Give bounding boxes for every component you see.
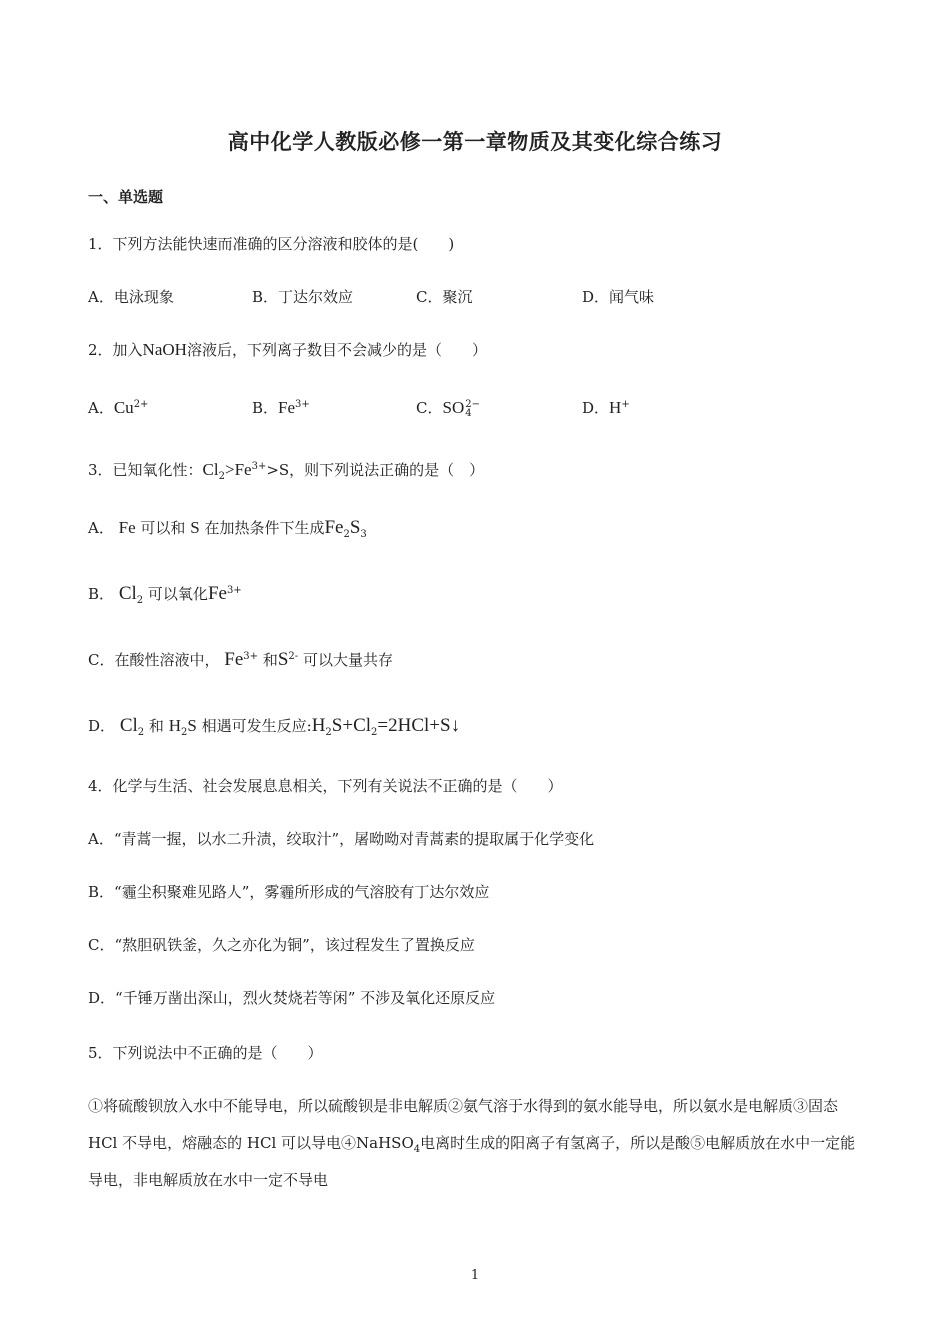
q3-d-eq-h-sub: 2: [325, 727, 332, 738]
question-5-statements: [88, 1088, 868, 1199]
q2-c-label: C．: [416, 399, 443, 417]
q3-d-and: 和: [148, 717, 164, 735]
question-1-stem: 1．下列方法能快速而准确的区分溶液和胶体的是( ): [88, 235, 455, 253]
q3-a-prod-s: S: [349, 517, 361, 538]
q3-d-s: S: [187, 716, 197, 735]
question-4-option-c[interactable]: C．“熬胆矾铁釜，久之亦化为铜”，该过程发生了置换反应: [88, 936, 475, 954]
q3-stem-cl-sub: 2: [218, 471, 225, 482]
q3-d-eq-s: S+Cl: [331, 715, 372, 736]
q2-stem-post: 溶液后，下列离子数目不会减少的是（ ）: [186, 341, 487, 359]
q3-stem-pre: 3．已知氧化性：: [88, 461, 203, 479]
q2-a-label: A．: [88, 399, 114, 417]
q2-stem-chem: NaOH: [142, 340, 187, 359]
question-4-option-d[interactable]: D．“千锤万凿出深山，烈火焚烧若等闲” 不涉及氧化还原反应: [88, 989, 496, 1007]
page-number: 1: [470, 1268, 480, 1283]
question-3-option-d[interactable]: [88, 716, 460, 736]
q3-d-label: D．: [88, 717, 116, 735]
question-3-stem: [88, 460, 484, 480]
q3-a-label: A．: [88, 519, 114, 537]
question-2-option-a[interactable]: [88, 398, 148, 418]
q3-a-prod-fe-sub: 2: [343, 529, 350, 540]
q3-c-label: C．: [88, 651, 115, 669]
question-2-option-d[interactable]: [582, 398, 630, 418]
q3-a-prod-fe: Fe: [324, 517, 344, 538]
question-3-option-c[interactable]: [88, 650, 393, 670]
question-1-option-b[interactable]: B．丁达尔效应: [252, 288, 354, 306]
q5-part1: ①将硫酸钡放入水中不能导电，所以硫酸钡是非电解质②氨气溶于水得到的氨水能导电，所以氨水是电解质③固态 HCl 不导电，熔融态的 HCl 可以导电④NaHSO: [88, 1097, 839, 1152]
q2-c-stack: [465, 400, 480, 418]
question-2-option-b[interactable]: [252, 398, 310, 418]
q2-c-sup: 2−: [465, 399, 480, 410]
question-3-option-a[interactable]: [88, 518, 367, 538]
document-title: 高中化学人教版必修一第一章物质及其变化综合练习: [227, 129, 723, 154]
q3-d-cl: Cl: [119, 715, 138, 736]
q2-a-sup: 2+: [133, 399, 149, 410]
q2-c-sub: 4: [465, 408, 472, 419]
q2-d-label: D．: [582, 399, 610, 417]
q3-a-s: S: [190, 518, 200, 537]
q3-stem-end: >S，则下列说法正确的是（ ）: [266, 461, 485, 479]
section-heading: 一、单选题: [88, 188, 164, 206]
question-2-option-c[interactable]: [416, 398, 480, 418]
q3-b-fe: Fe: [207, 583, 227, 604]
question-4-option-a[interactable]: A．“青蒿一握，以水二升渍，绞取汁”，屠呦呦对青蒿素的提取属于化学变化: [88, 830, 595, 848]
q2-c-base: SO: [442, 398, 465, 417]
q2-b-sup: 3+: [295, 399, 310, 410]
question-4-option-b[interactable]: B．“霾尘积聚难见路人”，雾霾所形成的气溶胶有丁达尔效应: [88, 883, 490, 901]
q3-a-text: 可以和: [140, 519, 186, 537]
q3-d-eq-h: H: [311, 715, 326, 736]
question-1-option-c[interactable]: C．聚沉: [416, 288, 473, 306]
q3-stem-fe-sup: 3+: [251, 461, 267, 472]
question-1-option-d[interactable]: D．闻气味: [582, 288, 655, 306]
q3-d-h-sub: 2: [181, 727, 188, 738]
q3-d-h: H: [168, 716, 181, 735]
q3-b-text: 可以氧化: [147, 585, 208, 603]
q3-c-s: S: [277, 649, 289, 670]
q3-d-text: 相遇可发生反应:: [201, 717, 312, 735]
q3-c-and: 和: [262, 651, 278, 669]
question-3-option-b[interactable]: [88, 584, 242, 604]
q3-b-label: B．: [88, 585, 115, 603]
q3-d-cl-sub: 2: [137, 727, 145, 738]
q3-b-fe-sup: 3+: [226, 585, 242, 596]
q3-stem-cl: Cl: [202, 460, 219, 479]
q3-d-eq-cl-sub: 2: [371, 727, 378, 738]
q3-a-text2: 在加热条件下生成: [204, 519, 325, 537]
q5-part2: 电离时生成的阳离子有氢离子，所以是酸⑤电解质放在水中一定能导电，非电解质放在水中一定不导电: [88, 1134, 856, 1189]
q2-stem-pre: 2．加入: [88, 341, 143, 359]
q3-c-fe-sup: 3+: [243, 651, 259, 662]
q3-a-prod-s-sub: 3: [360, 529, 367, 540]
q3-b-cl: Cl: [118, 583, 137, 604]
q3-b-cl-sub: 2: [136, 595, 144, 606]
q2-d-sup: +: [621, 399, 630, 410]
q3-d-eq-end: =2HCl+S↓: [377, 715, 461, 736]
q2-d-base: H: [609, 398, 622, 417]
question-2-stem: [88, 340, 487, 360]
q2-b-label: B．: [252, 399, 279, 417]
question-4-stem: 4．化学与生活、社会发展息息相关，下列有关说法不正确的是（ ）: [88, 777, 563, 795]
q3-c-s-sup: 2-: [288, 651, 299, 662]
q5-sub: 4: [413, 1144, 421, 1155]
q3-c-fe: Fe: [224, 649, 244, 670]
question-1-option-a[interactable]: A．电泳现象: [88, 288, 174, 306]
q3-c-text: 在酸性溶液中，: [114, 651, 220, 669]
q3-stem-mid: >Fe: [224, 460, 252, 479]
q3-c-text2: 可以大量共存: [302, 651, 393, 669]
question-5-stem: 5．下列说法中不正确的是（ ）: [88, 1044, 323, 1062]
q2-a-base: Cu: [113, 398, 134, 417]
q2-b-base: Fe: [278, 398, 296, 417]
q3-a-fe: Fe: [118, 518, 136, 537]
